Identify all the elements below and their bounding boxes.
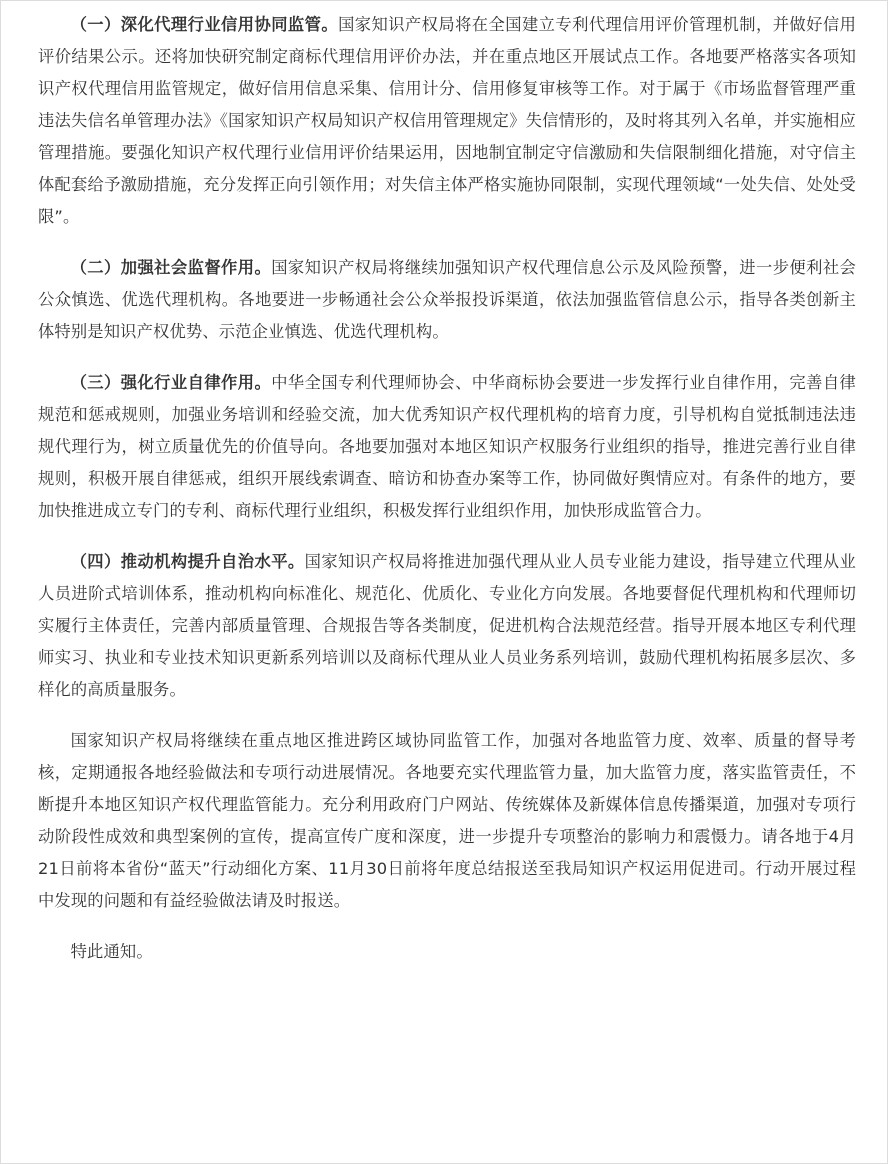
section-agency-autonomy bbox=[38, 546, 856, 706]
section-industry-self-discipline bbox=[38, 367, 856, 527]
section-text: 国家知识产权局将在全国建立专利代理信用评价管理机制，并做好信用评价结果公示。还将加快研究制定商标代理信用评价办法，并在重点地区开展试点工作。各地要严格落实各项知识产权代理信用监管规定，做好信用信息采集、信用计分、信用修复审核等工作。对于属于《市场监督管理严重违法失信名单管理办法》《国家知识产权局知识产权信用管理规定》失信情形的，及时将其列入名单，并实施相应管理措施。要强化知识产权代理行业信用评价结果运用，因地制宜制定守信激励和失信限制细化措施，对守信主体配套给予激励措施，充分发挥正向引领作用；对失信主体严格实施协同限制，实现代理领域“一处失信、处处受限”。 bbox=[38, 15, 856, 226]
section-text: 国家知识产权局将继续加强知识产权代理信息公示及风险预警，进一步便利社会公众慎选、优选代理机构。各地要进一步畅通社会公众举报投诉渠道，依法加强监管信息公示，指导各类创新主体特别是知识产权优势、示范企业慎选、优选代理机构。 bbox=[38, 258, 856, 341]
section-heading: （四）推动机构提升自治水平。 bbox=[70, 552, 305, 571]
section-social-supervision bbox=[38, 252, 856, 348]
section-credit-supervision bbox=[38, 9, 856, 233]
closing-paragraph: 国家知识产权局将继续在重点地区推进跨区域协同监管工作，加强对各地监管力度、效率、质量的督导考核，定期通报各地经验做法和专项行动进展情况。各地要充实代理监管力量，加大监管力度，落实监管责任，不断提升本地区知识产权代理监管能力。充分利用政府门户网站、传统媒体及新媒体信息传播渠道，加强对专项行动阶段性成效和典型案例的宣传，提高宣传广度和深度，进一步提升专项整治的影响力和震慑力。请各地于4月21日前将本省份“蓝天”行动细化方案、11月30日前将年度总结报送至我局知识产权运用促进司。行动开展过程中发现的问题和有益经验做法请及时报送。 bbox=[38, 731, 856, 910]
section-text: 中华全国专利代理师协会、中华商标协会要进一步发挥行业自律作用，完善自律规范和惩戒规则，加强业务培训和经验交流，加大优秀知识产权代理机构的培育力度，引导机构自觉抵制违法违规代理行为，树立质量优先的价值导向。各地要加强对本地区知识产权服务行业组织的指导，推进完善行业自律规则，积极开展自律惩戒，组织开展线索调查、暗访和协查办案等工作，协同做好舆情应对。有条件的地方，要加快推进成立专门的专利、商标代理行业组织，积极发挥行业组织作用，加快形成监管合力。 bbox=[38, 373, 856, 520]
section-heading: （一）深化代理行业信用协同监管。 bbox=[70, 15, 339, 34]
document-body bbox=[1, 1, 888, 987]
section-heading: （三）强化行业自律作用。 bbox=[70, 373, 272, 392]
sign-off: 特此通知。 bbox=[70, 942, 153, 961]
section-heading: （二）加强社会监督作用。 bbox=[70, 258, 272, 277]
section-text: 国家知识产权局将推进加强代理从业人员专业能力建设，指导建立代理从业人员进阶式培训体系，推动机构向标准化、规范化、优质化、专业化方向发展。各地要督促代理机构和代理师切实履行主体责任，完善内部质量管理、合规报告等各类制度，促进机构合法规范经营。指导开展本地区专利代理师实习、执业和专业技术知识更新系列培训以及商标代理从业人员业务系列培训，鼓励代理机构拓展多层次、多样化的高质量服务。 bbox=[38, 552, 856, 699]
